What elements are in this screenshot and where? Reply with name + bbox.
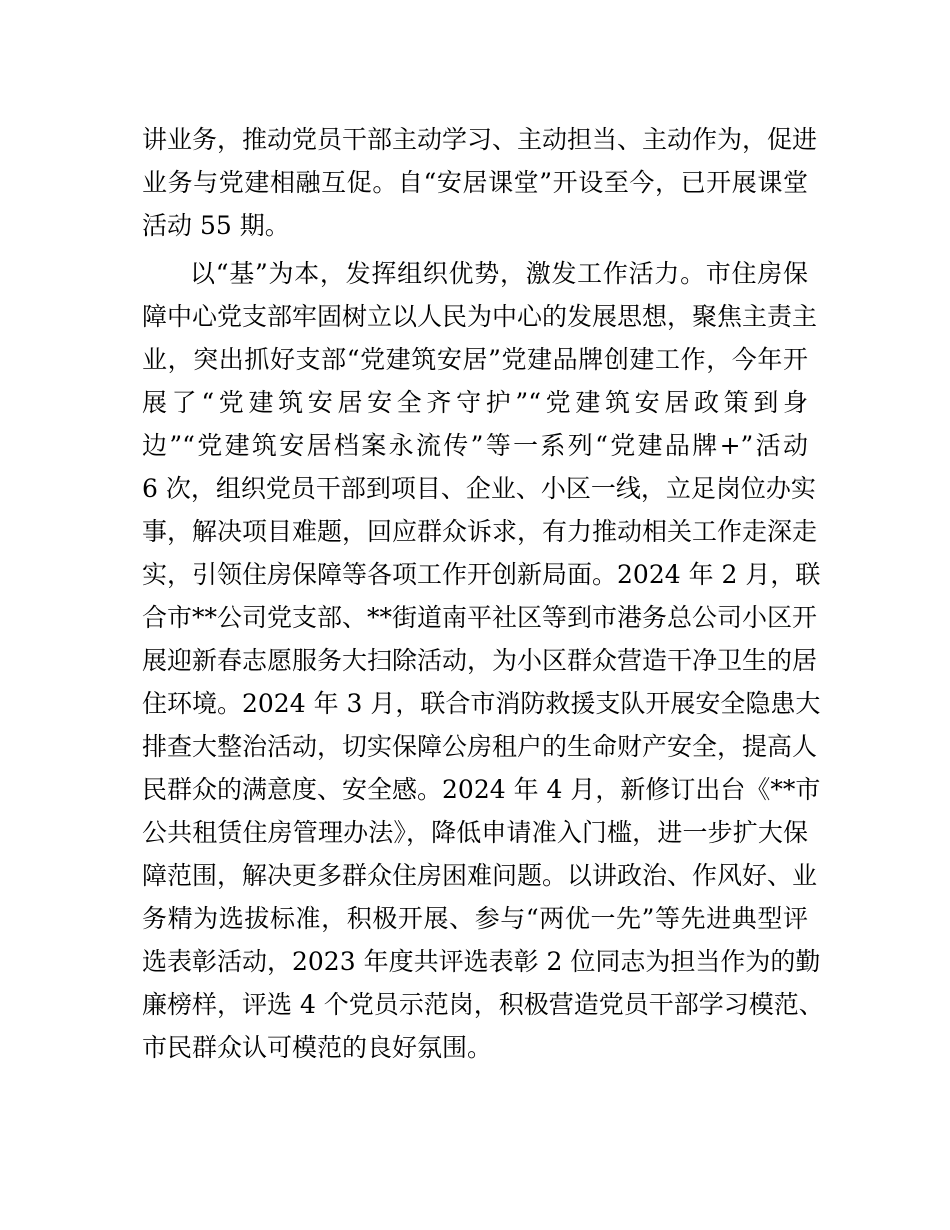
paragraph-2-line-12: 排查大整治活动，切实保障公房租户的生命财产安全，提高人 [142,732,818,761]
paragraph-2-line-5: 边”“党建筑安居档案永流传”等一系列“党建品牌+”活动 [142,431,808,460]
paragraph-2-line-11: 住环境。2024 年 3 月，联合市消防救援支队开展安全隐患大 [142,689,821,718]
paragraph-1-line-2: 业务与党建相融互促。自“安居课堂”开设至今，已开展课堂 [142,168,808,197]
paragraph-1-line-1: 讲业务，推动党员干部主动学习、主动担当、主动作为，促进 [142,125,818,154]
paragraph-2-line-14: 公共租赁住房管理办法》，降低申请准入门槛，进一步扩大保 [142,818,808,847]
paragraph-2-line-17: 选表彰活动，2023 年度共评选表彰 2 位同志为担当作为的勤 [142,947,821,976]
paragraph-2-line-15: 障范围，解决更多群众住房困难问题。以讲政治、作风好、业 [142,861,818,890]
paragraph-1-line-3: 活动 55 期。 [142,211,290,240]
paragraph-2-line-3: 业，突出抓好支部“党建筑安居”党建品牌创建工作，今年开 [142,345,808,374]
paragraph-2-line-4: 展了“党建筑安居安全齐守护”“党建筑安居政策到身 [142,388,808,417]
paragraph-2-line-13: 民群众的满意度、安全感。2024 年 4 月，新修订出台《**市 [142,775,821,804]
paragraph-2-line-16: 务精为选拔标准，积极开展、参与“两优一先”等先进典型评 [142,904,808,933]
paragraph-2-line-2: 障中心党支部牢固树立以人民为中心的发展思想，聚焦主责主 [142,302,818,331]
paragraph-2-line-8: 实，引领住房保障等各项工作开创新局面。2024 年 2 月，联 [142,560,821,589]
paragraph-2-line-19: 市民群众认可模范的良好氛围。 [142,1033,493,1062]
paragraph-2-line-7: 事，解决项目难题，回应群众诉求，有力推动相关工作走深走 [142,517,818,546]
paragraph-2-line-10: 展迎新春志愿服务大扫除活动，为小区群众营造干净卫生的居 [142,646,818,675]
paragraph-2-line-9: 合市**公司党支部、**街道南平社区等到市港务总公司小区开 [142,603,818,632]
paragraph-2-line-6: 6 次，组织党员干部到项目、企业、小区一线，立足岗位办实 [142,474,816,503]
paragraph-2-line-1: 以“基”为本，发挥组织优势，激发工作活力。市住房保 [190,259,808,288]
paragraph-2-line-18: 廉榜样，评选 4 个党员示范岗，积极营造党员干部学习模范、 [142,990,824,1019]
